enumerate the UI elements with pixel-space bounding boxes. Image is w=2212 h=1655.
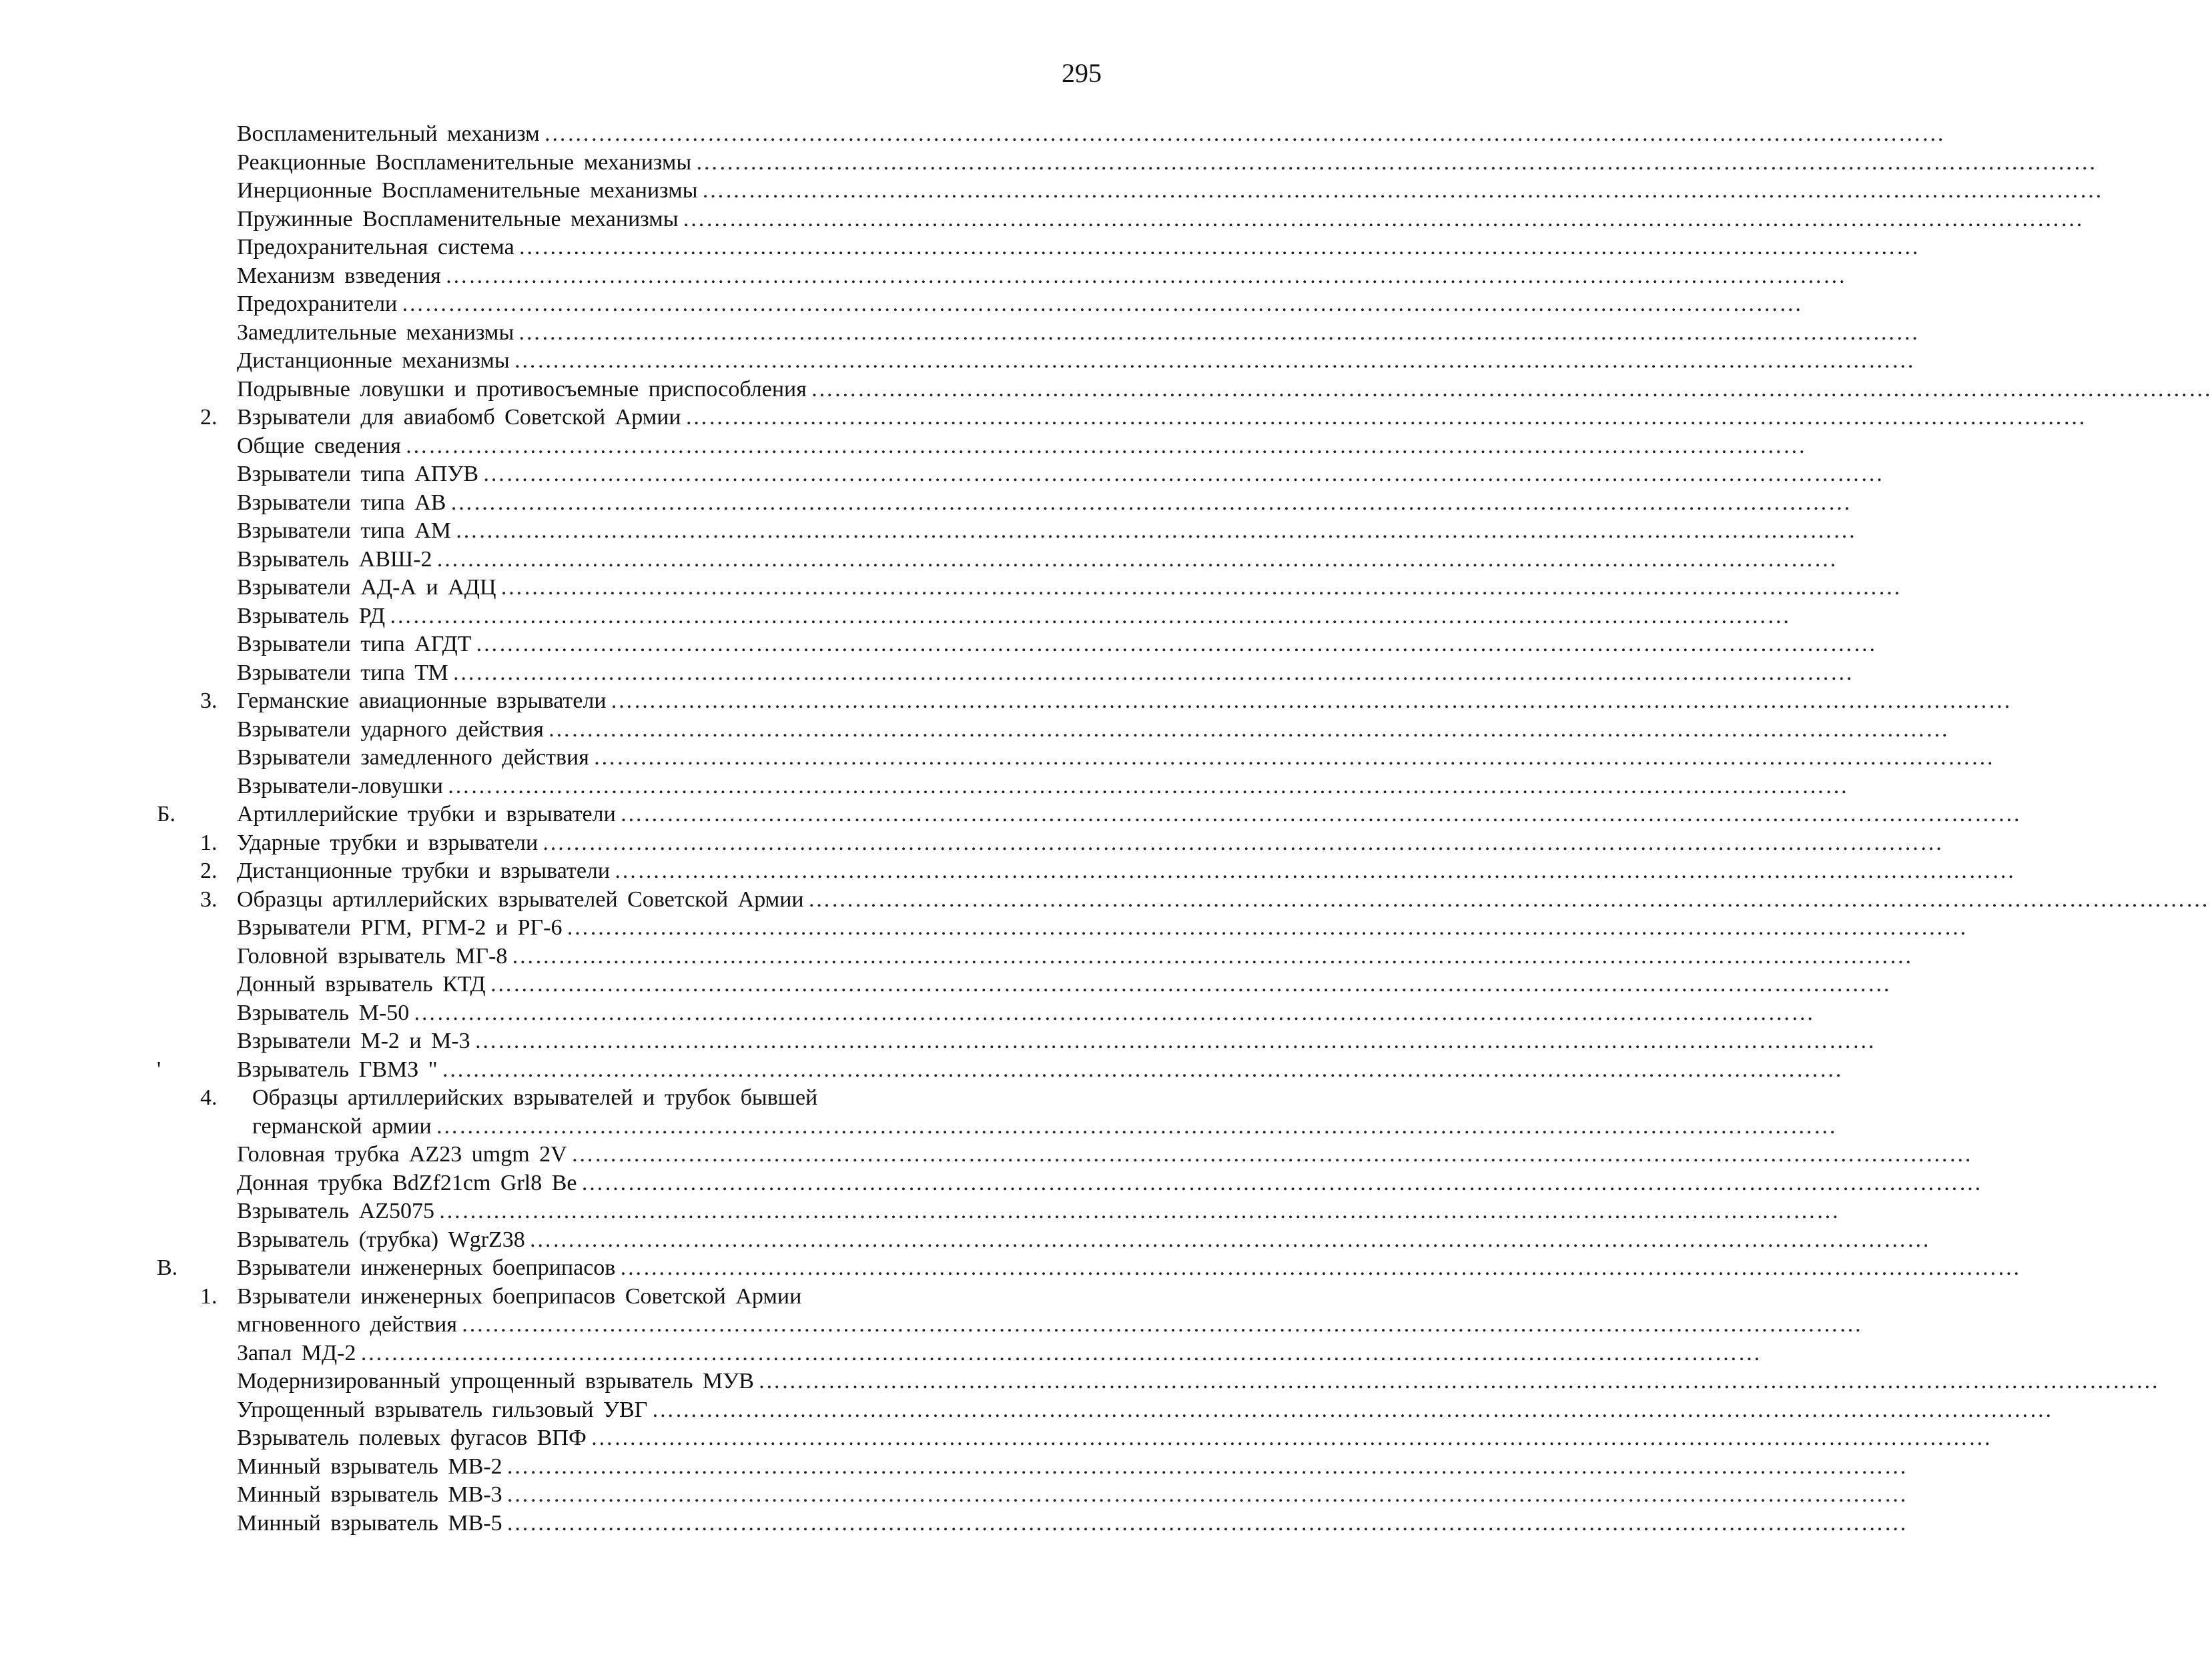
toc-entry	[237, 432, 1806, 460]
dot-leader: ………………………………………………………………………………………………………………………………………………………………	[511, 943, 1913, 969]
toc-entry-title: Взрыватели типа АВ	[237, 490, 446, 515]
dot-leader: ………………………………………………………………………………………………………………………………………………………………	[807, 887, 2209, 912]
dot-leader: ………………………………………………………………………………………………………………………………………………………………	[701, 178, 2103, 203]
toc-entry	[237, 886, 2209, 914]
toc-entry	[237, 602, 1791, 630]
dot-leader: ………………………………………………………………………………………………………………………………………………………………	[518, 235, 1920, 259]
toc-entry-title: Взрыватели типа АПУВ	[237, 462, 479, 486]
toc-entry-title: Взрыватели РГМ, РГМ-2 и РГ-6	[237, 915, 563, 940]
toc-entry-title: Головная трубка AZ23 umgm 2V	[237, 1142, 567, 1167]
toc-entry-title: мгновенного действия	[237, 1312, 458, 1337]
dot-leader: ………………………………………………………………………………………………………………………………………………………………	[619, 1255, 2021, 1280]
dot-leader: ………………………………………………………………………………………………………………………………………………………………	[506, 1510, 1908, 1536]
toc-entry-title: Предохранительная система	[237, 235, 514, 259]
toc-entry	[237, 1311, 1863, 1339]
toc-entry-title: Германские авиационные взрыватели	[237, 688, 607, 713]
toc-entry	[237, 1453, 1908, 1481]
toc-entry-title: Взрыватели замедленного действия	[237, 745, 589, 770]
item-number: 3.	[200, 688, 218, 713]
dot-leader: ………………………………………………………………………………………………………………………………………………………………	[543, 121, 1945, 146]
toc-entry-title: Реакционные Воспламенительные механизмы	[237, 149, 692, 175]
toc-entry-title: Взрыватель РД	[237, 603, 386, 628]
toc-entry	[237, 630, 1877, 658]
dot-leader: ………………………………………………………………………………………………………………………………………………………………	[444, 263, 1846, 288]
toc-entry-title: Образцы артиллерийских взрывателей Советской Армии	[237, 887, 804, 912]
toc-entry	[237, 1169, 1982, 1197]
toc-entry-title: Взрыватели М-2 и М-3	[237, 1029, 470, 1053]
toc-entry	[237, 659, 1854, 687]
dot-leader: ………………………………………………………………………………………………………………………………………………………………	[566, 915, 1968, 940]
toc-entry	[237, 800, 2021, 829]
dot-leader: ………………………………………………………………………………………………………………………………………………………………	[360, 1340, 1762, 1365]
dot-leader: ………………………………………………………………………………………………………………………………………………………………	[482, 462, 1884, 486]
section-marker: '	[157, 1057, 161, 1082]
toc-entry-title: Взрыватель полевых фугасов ВПФ	[237, 1426, 587, 1450]
dot-leader: ………………………………………………………………………………………………………………………………………………………………	[581, 1170, 1982, 1195]
toc-entry-title: Донная трубка BdZf21cm Grl8 Be	[237, 1170, 577, 1195]
toc-entry-title: Взрыватели типа АГДТ	[237, 632, 472, 656]
toc-entry-title: Механизм взведения	[237, 263, 441, 288]
toc-entry	[237, 546, 1838, 574]
toc-entry-title: Взрыватели АД-А и АДЦ	[237, 575, 496, 600]
toc-entry-title: Взрыватель AZ5075	[237, 1199, 435, 1223]
dot-leader: ………………………………………………………………………………………………………………………………………………………………	[404, 433, 1806, 458]
toc-entry-title: Замедлительные механизмы	[237, 320, 514, 345]
toc-entry-title: Взрыватели типа АМ	[237, 518, 452, 543]
dot-leader: ………………………………………………………………………………………………………………………………………………………………	[455, 518, 1857, 543]
toc-entry-title: Взрыватель АВШ-2	[237, 546, 432, 572]
item-number: 2.	[200, 405, 218, 430]
toc-entry-title: Взрыватели-ловушки	[237, 773, 443, 798]
toc-entry	[237, 1197, 1840, 1225]
dot-leader: ………………………………………………………………………………………………………………………………………………………………	[542, 830, 1944, 855]
section-marker: Б.	[157, 802, 176, 826]
dot-leader: ………………………………………………………………………………………………………………………………………………………………	[547, 716, 1949, 742]
toc-entry	[237, 290, 1803, 318]
toc-entry	[237, 943, 1913, 971]
toc-entry	[237, 1027, 1876, 1055]
toc-entry	[237, 120, 1945, 148]
item-number: 3.	[200, 887, 218, 912]
toc-entry-title: Воспламенительный механизм	[237, 121, 540, 146]
toc-entry-title: Образцы артиллерийских взрывателей и трубок бывшей	[252, 1085, 818, 1110]
toc-entry-title: Донный взрыватель КТД	[237, 972, 486, 997]
toc-entry-title: Артиллерийские трубки и взрыватели	[237, 802, 616, 826]
dot-leader: ………………………………………………………………………………………………………………………………………………………………	[593, 745, 1994, 770]
toc-entry	[237, 1283, 1008, 1311]
toc-entry-title: Взрыватели типа ТМ	[237, 660, 448, 685]
toc-entry-title: Минный взрыватель МВ-5	[237, 1510, 502, 1536]
item-number: 1.	[200, 830, 218, 855]
toc-entry-title: Взрыватель (трубка) WgrZ38	[237, 1227, 525, 1252]
toc-entry	[252, 1084, 1008, 1112]
toc-entry	[237, 233, 1920, 261]
dot-leader: ………………………………………………………………………………………………………………………………………………………………	[413, 1000, 1815, 1025]
dot-leader: ………………………………………………………………………………………………………………………………………………………………	[682, 206, 2084, 231]
item-number: 4.	[200, 1085, 218, 1110]
toc-entry	[237, 1424, 1992, 1452]
toc-entry-title: Взрыватель ГВМЗ "	[237, 1057, 438, 1082]
toc-entry	[237, 404, 2087, 432]
toc-entry	[237, 857, 2016, 885]
dot-leader: ………………………………………………………………………………………………………………………………………………………………	[810, 376, 2212, 402]
toc-entry-title: германской армии	[252, 1113, 432, 1139]
toc-entry	[237, 999, 1815, 1027]
toc-entry-title: Упрощенный взрыватель гильзовый УВГ	[237, 1397, 648, 1422]
toc-entry	[237, 177, 2103, 205]
dot-leader: ………………………………………………………………………………………………………………………………………………………………	[452, 660, 1854, 685]
toc-entry	[237, 347, 1915, 375]
toc-entry	[237, 1481, 1908, 1509]
dot-leader: ………………………………………………………………………………………………………………………………………………………………	[610, 688, 2012, 713]
toc-entry	[237, 319, 1920, 347]
dot-leader: ………………………………………………………………………………………………………………………………………………………………	[435, 1113, 1837, 1139]
dot-leader: ………………………………………………………………………………………………………………………………………………………………	[685, 405, 2087, 430]
dot-leader: ………………………………………………………………………………………………………………………………………………………………	[513, 348, 1915, 373]
toc-entry	[237, 149, 2097, 177]
toc-entry	[237, 829, 1944, 857]
dot-leader: ………………………………………………………………………………………………………………………………………………………………	[441, 1057, 1843, 1082]
dot-leader: ………………………………………………………………………………………………………………………………………………………………	[695, 149, 2097, 175]
page-number: 295	[1062, 58, 1102, 88]
toc-entry	[237, 687, 2012, 715]
dot-leader: ………………………………………………………………………………………………………………………………………………………………	[614, 859, 2016, 883]
toc-entry	[237, 1056, 1843, 1084]
toc-entry	[237, 772, 1848, 800]
toc-entry	[237, 376, 2212, 404]
toc-entry-title: Предохранители	[237, 292, 398, 316]
toc-entry-title: Минный взрыватель МВ-3	[237, 1482, 502, 1507]
toc-entry-title: Минный взрыватель МВ-2	[237, 1454, 502, 1479]
dot-leader: ………………………………………………………………………………………………………………………………………………………………	[461, 1312, 1863, 1337]
dot-leader: ………………………………………………………………………………………………………………………………………………………………	[619, 802, 2021, 826]
toc-entry-title: Дистанционные трубки и взрыватели	[237, 859, 611, 883]
item-number: 1.	[200, 1283, 218, 1309]
dot-leader: ………………………………………………………………………………………………………………………………………………………………	[389, 603, 1791, 628]
dot-leader: ………………………………………………………………………………………………………………………………………………………………	[651, 1397, 2053, 1422]
section-marker: В.	[157, 1255, 178, 1280]
toc-entry	[237, 1396, 2053, 1424]
toc-entry-title: Подрывные ловушки и противосъемные приспособления	[237, 376, 807, 402]
toc-entry-title: Модернизированный упрощенный взрыватель МУВ	[237, 1369, 754, 1394]
dot-leader: ………………………………………………………………………………………………………………………………………………………………	[757, 1369, 2159, 1394]
toc-entry-title: Взрыватели ударного действия	[237, 716, 544, 742]
toc-entry	[237, 1339, 1762, 1367]
dot-leader: ………………………………………………………………………………………………………………………………………………………………	[571, 1142, 1972, 1167]
toc-entry-title: Дистанционные механизмы	[237, 348, 510, 373]
toc-entry	[237, 205, 2084, 233]
toc-entry	[237, 914, 1968, 942]
dot-leader: ………………………………………………………………………………………………………………………………………………………………	[474, 1029, 1876, 1053]
toc-entry	[237, 489, 1852, 517]
dot-leader: ………………………………………………………………………………………………………………………………………………………………	[446, 773, 1848, 798]
toc-entry	[237, 1510, 1908, 1538]
dot-leader: ………………………………………………………………………………………………………………………………………………………………	[506, 1454, 1908, 1479]
dot-leader: ………………………………………………………………………………………………………………………………………………………………	[506, 1482, 1908, 1507]
dot-leader: ………………………………………………………………………………………………………………………………………………………………	[518, 320, 1920, 345]
toc-entry	[237, 1226, 1930, 1254]
toc-entry-title: Ударные трубки и взрыватели	[237, 830, 538, 855]
toc-entry-title: Запал МД-2	[237, 1340, 356, 1365]
toc-entry	[237, 574, 1902, 602]
toc-entry	[237, 971, 1891, 999]
toc-entry-title: Общие сведения	[237, 433, 401, 458]
toc-entry	[237, 1254, 2021, 1282]
dot-leader: ………………………………………………………………………………………………………………………………………………………………	[401, 292, 1803, 316]
toc-entry-title: Пружинные Воспламенительные механизмы	[237, 206, 679, 231]
toc-entry-title: Взрыватель М-50	[237, 1000, 410, 1025]
toc-entry	[237, 460, 1884, 488]
dot-leader: ………………………………………………………………………………………………………………………………………………………………	[475, 632, 1877, 656]
dot-leader: ………………………………………………………………………………………………………………………………………………………………	[489, 972, 1891, 997]
toc-entry-title: Взрыватели для авиабомб Советской Армии	[237, 405, 681, 430]
dot-leader: ………………………………………………………………………………………………………………………………………………………………	[438, 1199, 1840, 1223]
toc-entry	[237, 716, 1949, 744]
dot-leader: ………………………………………………………………………………………………………………………………………………………………	[500, 575, 1902, 600]
toc-entry	[237, 744, 1994, 772]
dot-leader: ………………………………………………………………………………………………………………………………………………………………	[450, 490, 1852, 515]
toc-entry	[237, 517, 1857, 545]
toc-entry	[237, 1141, 1972, 1169]
toc-entry	[252, 1113, 1837, 1141]
dot-leader: ………………………………………………………………………………………………………………………………………………………………	[590, 1426, 1992, 1450]
toc-entry-title: Взрыватели инженерных боеприпасов Советской Армии	[237, 1283, 802, 1309]
toc-entry-title: Головной взрыватель МГ-8	[237, 943, 508, 969]
toc-entry-title: Инерционные Воспламенительные механизмы	[237, 178, 698, 203]
dot-leader: ………………………………………………………………………………………………………………………………………………………………	[436, 546, 1838, 572]
toc-entry	[237, 1367, 2159, 1396]
item-number: 2.	[200, 859, 218, 883]
toc-entry	[237, 262, 1846, 290]
dot-leader: ………………………………………………………………………………………………………………………………………………………………	[528, 1227, 1930, 1252]
toc-entry-title: Взрыватели инженерных боеприпасов	[237, 1255, 616, 1280]
